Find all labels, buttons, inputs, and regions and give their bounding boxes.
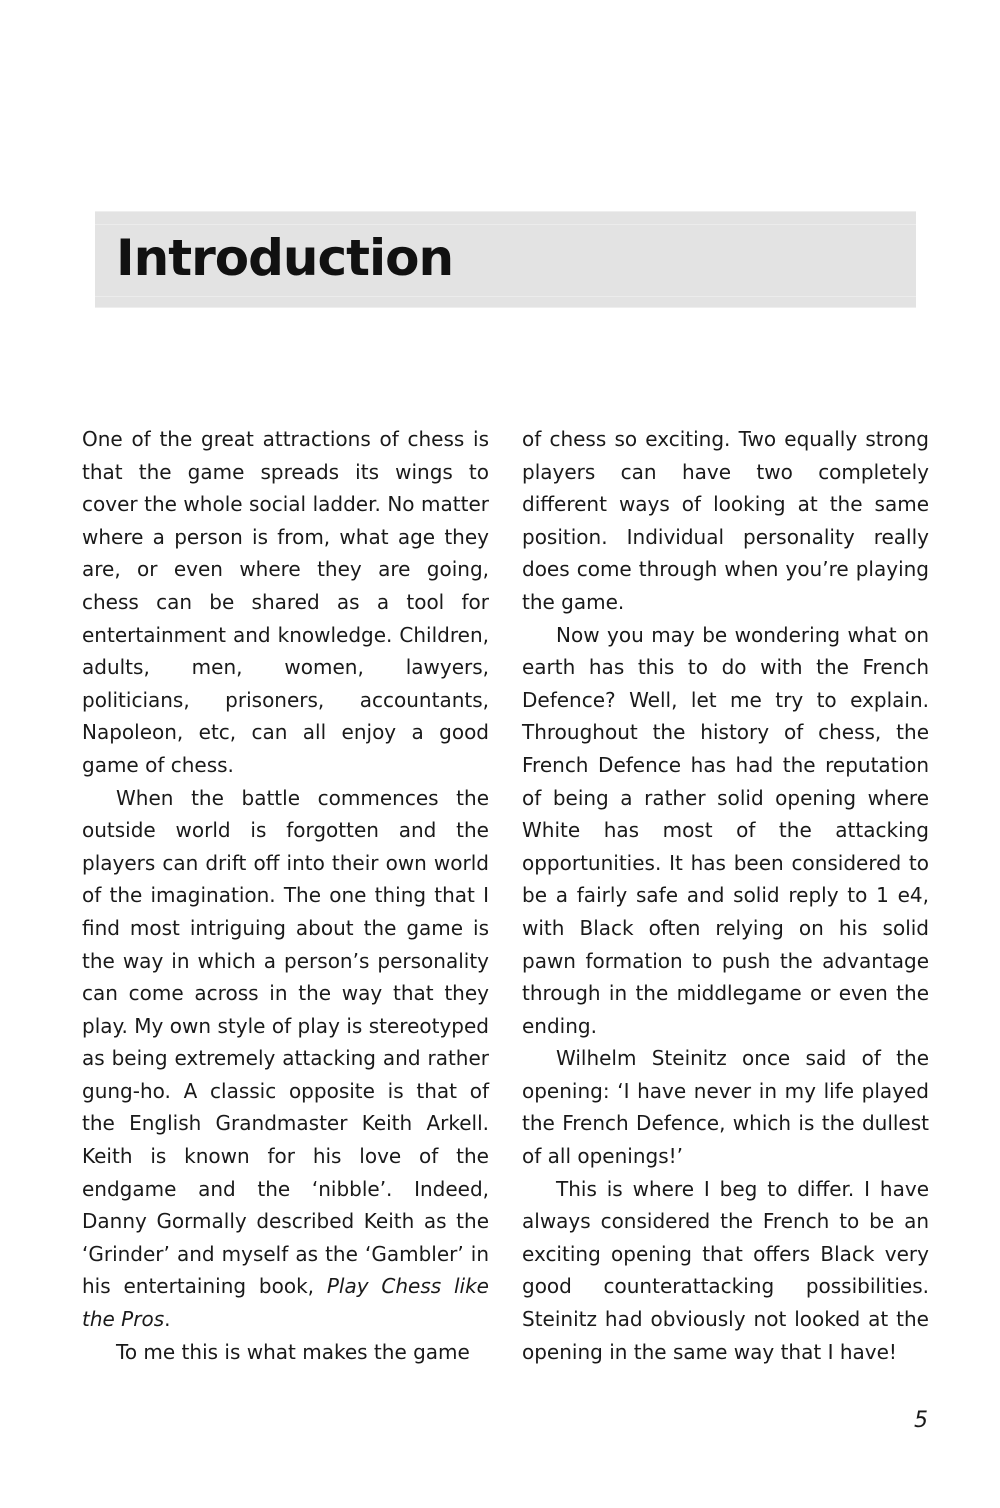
paragraph: This is where I beg to differ. I have always considered the French to be an exciting opening that offers Black very good counterattacking possibilities. Steinitz had obviously not looked at the opening in the same way that I have!	[522, 1176, 929, 1364]
title-band-top-rule	[95, 224, 916, 225]
left-text-column	[82, 423, 489, 1368]
paragraph: One of the great attractions of chess is that the game spreads its wings to cover the whole social ladder. No matter where a person is from, what age they are, or even where they are going, chess can be shared as a tool for entertainment and knowledge. Children, adults, men, women, lawyers, politicians, prisoners, accountants, Napoleon, etc, can all enjoy a good game of chess.	[82, 427, 489, 777]
paragraph: Wilhelm Steinitz once said of the opening: ‘I have never in my life played the French Defence, which is the dullest of all openings!’	[522, 1046, 929, 1169]
paragraph-end: .	[164, 1307, 171, 1332]
paragraph: Now you may be wondering what on earth has this to do with the French Defence? Well, let me try to explain. Throughout the history of chess, the French Defence has had the reputation of being a rather solid opening where White has most of the attacking opportunities. It has been considered to be a fairly safe and solid reply to 1 e4, with Black often relying on his solid pawn formation to push the advantage through in the middlegame or even the ending.	[522, 622, 929, 1038]
paragraph: To me this is what makes the game	[116, 1339, 470, 1364]
chapter-title-band	[95, 211, 916, 308]
right-text-column	[522, 423, 929, 1368]
paragraph-text: When the battle commences the outside world is forgotten and the players can drift off into their own world of the imagination. The one thing that I find most intriguing about the game is the way in which a person’s personality can come across in the way that they play. My own style of play is stereotyped as being extremely attacking and rather gung-ho. A classic opposite is that of the English Grandmaster Keith Arkell. Keith is known for his love of the endgame and the ‘nibble’. Indeed, Danny Gormally described Keith as the ‘Grinder’ and myself as the ‘Gambler’ in his entertaining book,	[82, 785, 489, 1299]
book-title: Play Chess like the Pros	[82, 1274, 489, 1332]
title-band-bottom-rule	[95, 296, 916, 297]
page-number: 5	[914, 1408, 928, 1433]
paragraph	[82, 782, 489, 1336]
chapter-title: Introduction	[116, 229, 454, 287]
paragraph: of chess so exciting. Two equally strong players can have two completely different ways of looking at the same position. Individual personality really does come through when you’re playing the game.	[522, 427, 929, 614]
